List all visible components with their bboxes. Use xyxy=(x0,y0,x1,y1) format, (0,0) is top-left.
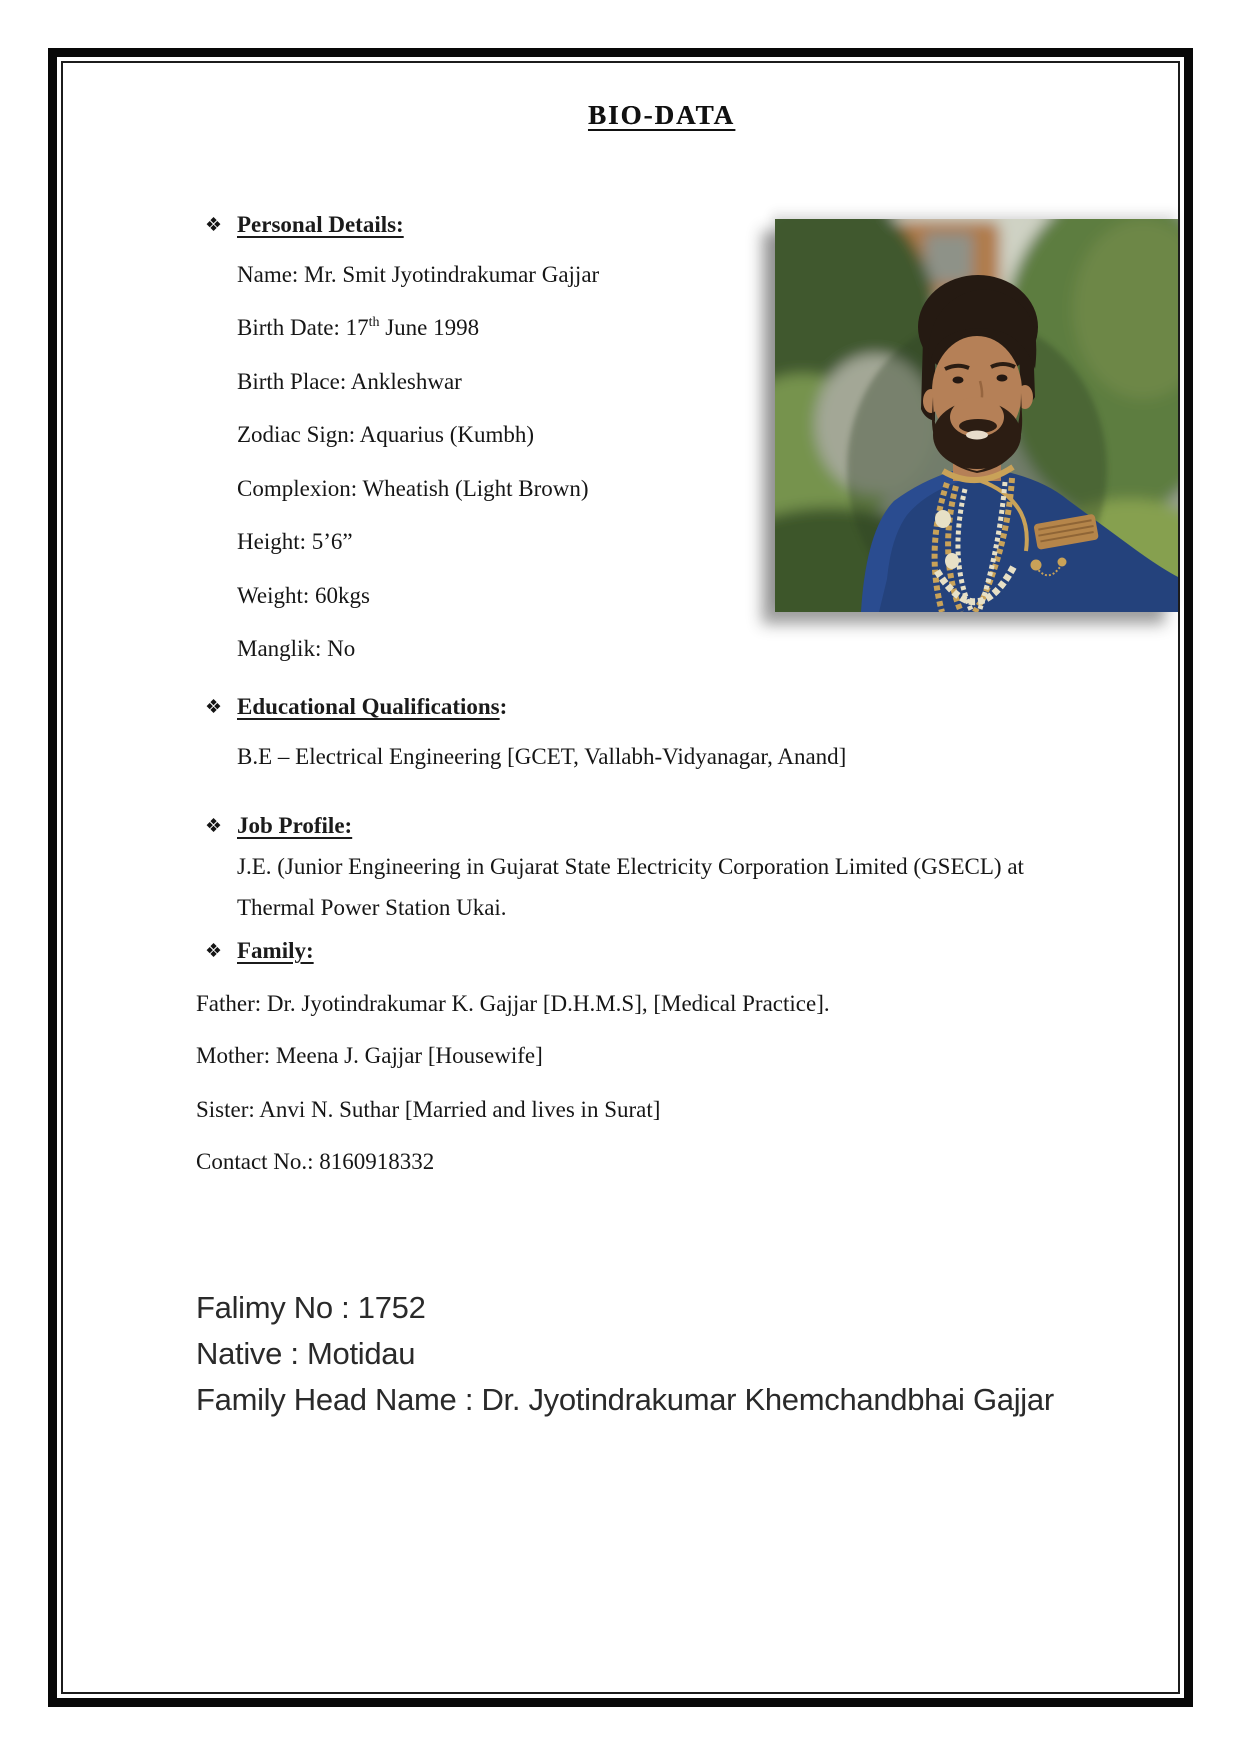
diamond-bullet-icon: ❖ xyxy=(205,816,223,837)
footer-family-no-line: Falimy No : 1752 xyxy=(196,1290,426,1325)
footer-family-head-line: Family Head Name : Dr. Jyotindrakumar Khemchandbhai Gajjar xyxy=(196,1382,1054,1417)
birth-date-pre: Birth Date: 17 xyxy=(237,315,369,340)
section-heading-education xyxy=(205,694,507,720)
diamond-bullet-icon: ❖ xyxy=(205,215,223,236)
job-line-1: J.E. (Junior Engineering in Gujarat State Electricity Corporation Limited (GSECL) at xyxy=(237,854,1024,879)
personal-zodiac-line: Zodiac Sign: Aquarius (Kumbh) xyxy=(237,422,535,447)
profile-photo xyxy=(775,219,1178,612)
section-heading-job-profile xyxy=(205,813,352,839)
family-mother-line: Mother: Meena J. Gajjar [Housewife] xyxy=(196,1043,543,1068)
personal-birth-place-line: Birth Place: Ankleshwar xyxy=(237,369,462,394)
photo-smile xyxy=(966,431,988,440)
section-heading-label: Educational Qualifications xyxy=(237,694,500,719)
personal-weight-line: Weight: 60kgs xyxy=(237,583,370,608)
section-heading-label: Family: xyxy=(237,938,314,963)
section-heading-colon: : xyxy=(499,694,508,719)
diamond-bullet-icon: ❖ xyxy=(205,941,223,962)
section-heading-label: Personal Details: xyxy=(237,212,404,237)
photo-eye-right xyxy=(997,375,1008,382)
photo-necklace-bead xyxy=(935,510,951,528)
photo-eye-left xyxy=(953,377,964,384)
family-father-line: Father: Dr. Jyotindrakumar K. Gajjar [D.H.M.S], [Medical Practice]. xyxy=(196,991,830,1016)
section-heading-personal-details xyxy=(205,212,404,238)
profile-photo-illustration xyxy=(775,219,1178,612)
family-contact-line: Contact No.: 8160918332 xyxy=(196,1149,435,1174)
section-heading-label: Job Profile: xyxy=(237,813,353,838)
job-line-2: Thermal Power Station Ukai. xyxy=(237,895,507,920)
diamond-bullet-icon: ❖ xyxy=(205,697,223,718)
photo-brooch xyxy=(1031,560,1042,571)
footer-native-line: Native : Motidau xyxy=(196,1336,416,1371)
personal-height-line: Height: 5’6” xyxy=(237,529,353,554)
birth-date-post: June 1998 xyxy=(379,315,480,340)
photo-necklace-bead xyxy=(945,553,959,569)
education-degree-line: B.E – Electrical Engineering [GCET, Vallabh-Vidyanagar, Anand] xyxy=(237,744,847,769)
photo-window xyxy=(925,233,973,283)
personal-complexion-line: Complexion: Wheatish (Light Brown) xyxy=(237,476,589,501)
section-heading-family xyxy=(205,938,314,964)
family-sister-line: Sister: Anvi N. Suthar [Married and lives in Surat] xyxy=(196,1097,661,1122)
page-title: BIO-DATA xyxy=(587,100,735,130)
personal-manglik-line: Manglik: No xyxy=(237,636,356,661)
birth-date-ordinal: th xyxy=(368,315,380,330)
personal-birth-date-line xyxy=(237,315,479,341)
personal-name-line: Name: Mr. Smit Jyotindrakumar Gajjar xyxy=(237,262,600,287)
